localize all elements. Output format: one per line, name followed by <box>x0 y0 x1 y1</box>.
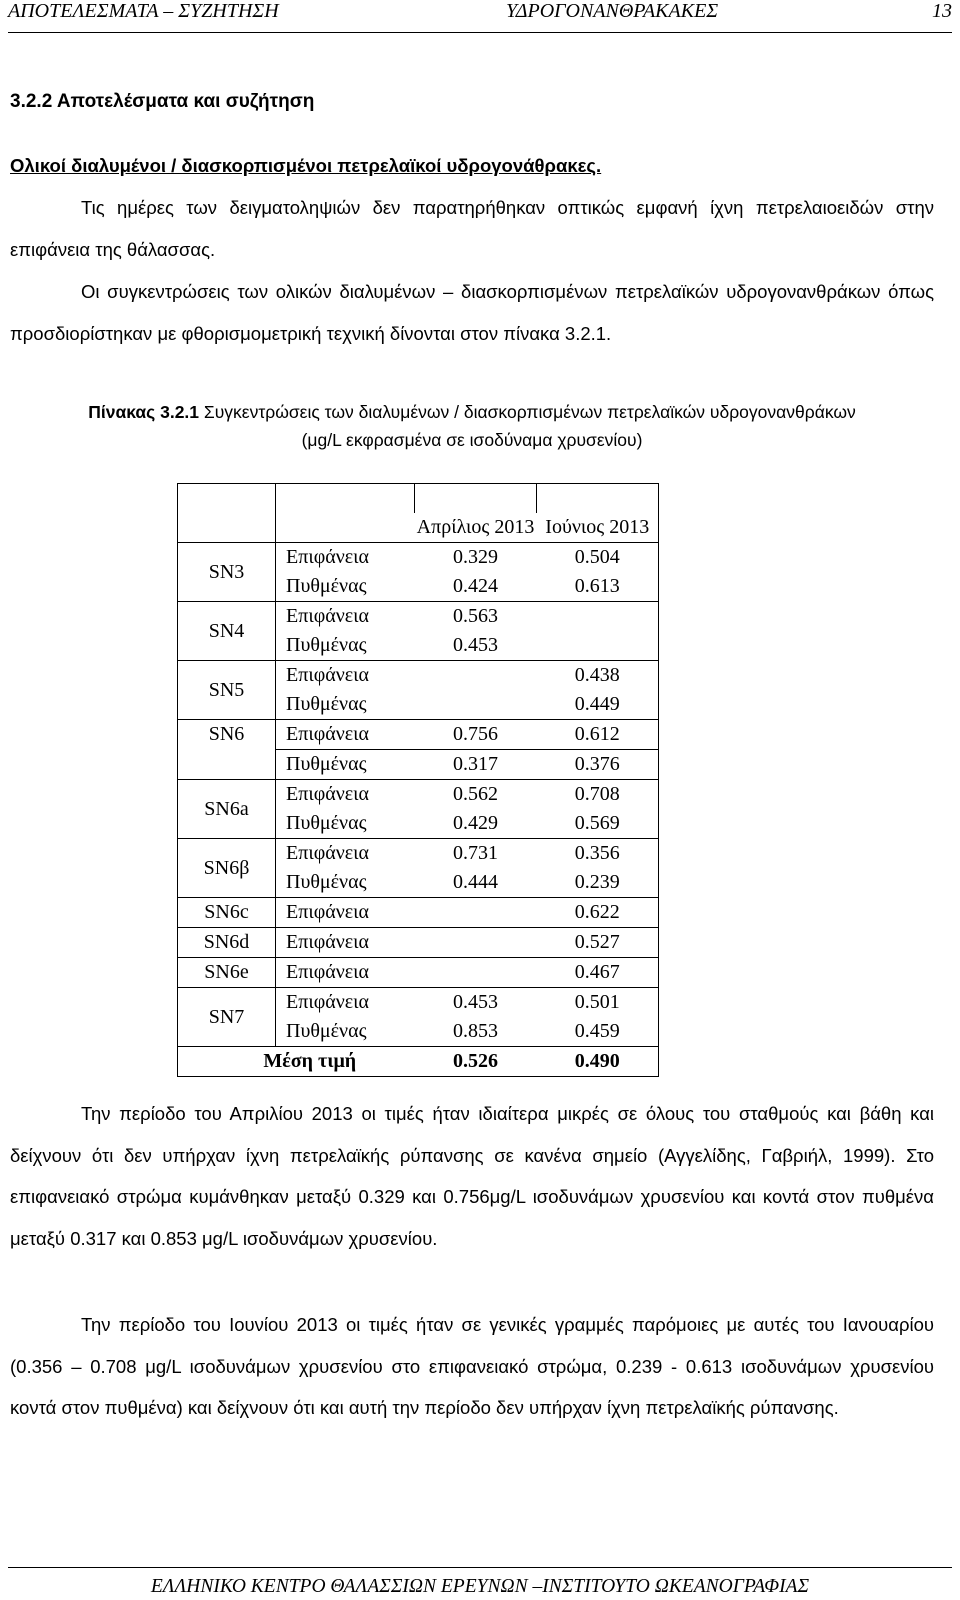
june-value: 0.504 <box>537 543 659 573</box>
concentration-table <box>177 483 659 1077</box>
table-row <box>178 780 659 810</box>
station-cell: SN5 <box>178 661 276 720</box>
april-value: 0.444 <box>453 871 498 893</box>
page-footer: ΕΛΛΗΝΙΚΟ ΚΕΝΤΡΟ ΘΑΛΑΣΣΙΩΝ ΕΡΕΥΝΩΝ –ΙΝΣΤΙΤΟΥΤΟ ΩΚΕΑΝΟΓΡΑΦΙΑΣ <box>8 1567 952 1598</box>
station-cell: SN6e <box>178 958 276 988</box>
station-cell: SN6d <box>178 928 276 958</box>
april-value: 0.853 <box>453 1020 498 1042</box>
april-value: 0.317 <box>415 750 537 780</box>
col-header-june: Ιούνιος 2013 <box>537 513 659 543</box>
june-value: 0.501 <box>537 988 659 1018</box>
paragraph-june-discussion: Την περίοδο του Ιουνίου 2013 οι τιμές ήταν σε γενικές γραμμές παρόμοιες με αυτές του Ιανουαρίου (0.356 – 0.708 μg/L ισοδυνάμων χρυσενίου στο επιφανειακό στρώμα, 0.239 - 0.613 ισοδυνάμων χρυσενίου κοντά στον πυθμένα) και δείχνουν ότι και αυτή την περίοδο δεν υπήρχαν ίχνη πετρελαϊκής ρύπανσης. <box>10 1314 934 1418</box>
paragraph-method: Οι συγκεντρώσεις των ολικών διαλυμένων – διασκορπισμένων πετρελαϊκών υδρογονανθράκων όπως προσδιορίστηκαν με φθορισμομετρική τεχνική δίνονται στον πίνακα 3.2.1. <box>10 281 934 344</box>
june-value: 0.438 <box>537 661 659 691</box>
table-row <box>178 839 659 869</box>
april-value: 0.429 <box>453 812 498 834</box>
table-row <box>178 898 659 928</box>
june-value: 0.569 <box>537 809 659 839</box>
station-cell: SN3 <box>178 543 276 602</box>
station-cell: SN6 <box>178 720 276 750</box>
station-cell: SN7 <box>178 988 276 1047</box>
mean-april: 0.526 <box>415 1047 537 1077</box>
june-value: 0.612 <box>537 720 659 750</box>
depth-cell: Πυθμένας <box>276 572 415 602</box>
paragraph-april-discussion: Την περίοδο του Απριλίου 2013 οι τιμές ήταν ιδιαίτερα μικρές σε όλους του σταθμούς και βάθη και δείχνουν ότι δεν υπήρχαν ίχνη πετρελαϊκής ρύπανσης σε κανένα σημείο (Αγγελίδης, Γαβριήλ, 1999). Στο επιφανειακό στρώμα κυμάνθηκαν μεταξύ 0.329 και 0.756μg/L ισοδυνάμων χρυσενίου και κοντά στον πυθμένα μεταξύ 0.317 και 0.853 μg/L ισοδυνάμων χρυσενίου. <box>10 1103 934 1249</box>
table-row <box>178 661 659 691</box>
april-value: 0.329 <box>415 543 537 573</box>
april-value: 0.563 <box>415 602 537 632</box>
depth-cell: Πυθμένας <box>276 631 415 661</box>
depth-cell: Επιφάνεια <box>276 928 415 958</box>
june-value: 0.613 <box>537 572 659 602</box>
table-row <box>178 543 659 573</box>
april-value <box>415 898 537 928</box>
depth-cell: Επιφάνεια <box>276 602 415 632</box>
june-value: 0.459 <box>537 1017 659 1047</box>
header-section-title: ΑΠΟΤΕΛΕΣΜΑΤΑ – ΣΥΖΗΤΗΣΗ <box>8 0 279 22</box>
june-value: 0.467 <box>537 958 659 988</box>
page-header <box>8 0 952 33</box>
paragraph-observation: Τις ημέρες των δειγματοληψιών δεν παρατηρήθηκαν οπτικώς εμφανή ίχνη πετρελαιοειδών στην επιφάνεια της θάλασσας. <box>10 197 934 260</box>
depth-cell: Επιφάνεια <box>276 898 415 928</box>
table-row <box>178 602 659 632</box>
depth-cell: Πυθμένας <box>276 750 415 780</box>
depth-cell: Επιφάνεια <box>276 543 415 573</box>
table-row <box>178 720 659 750</box>
april-value: 0.453 <box>453 634 498 656</box>
april-value: 0.562 <box>415 780 537 810</box>
april-value: 0.731 <box>415 839 537 869</box>
depth-cell: Επιφάνεια <box>276 988 415 1018</box>
station-cell: SN6β <box>178 839 276 898</box>
depth-cell: Επιφάνεια <box>276 839 415 869</box>
table-row <box>178 928 659 958</box>
depth-cell: Πυθμένας <box>276 868 415 898</box>
june-value: 0.527 <box>537 928 659 958</box>
col-header-april: Απρίλιος 2013 <box>416 516 535 538</box>
april-value <box>415 690 537 720</box>
june-value: 0.449 <box>537 690 659 720</box>
april-value: 0.453 <box>415 988 537 1018</box>
table-row <box>178 958 659 988</box>
april-value <box>415 928 537 958</box>
april-value: 0.424 <box>453 575 498 597</box>
depth-cell: Πυθμένας <box>276 690 415 720</box>
table-caption-text: Συγκεντρώσεις των διαλυμένων / διασκορπισμένων πετρελαϊκών υδρογονανθράκων <box>199 402 856 422</box>
depth-cell: Πυθμένας <box>276 1017 415 1047</box>
station-cell-empty <box>178 750 276 780</box>
june-value: 0.376 <box>537 750 659 780</box>
april-value: 0.756 <box>415 720 537 750</box>
table-caption <box>10 398 934 454</box>
june-value: 0.356 <box>537 839 659 869</box>
table-caption-units: (μg/L εκφρασμένα σε ισοδύναμα χρυσενίου) <box>301 430 643 450</box>
page-number: 13 <box>932 0 952 22</box>
table-row <box>178 988 659 1018</box>
mean-june: 0.490 <box>537 1047 659 1077</box>
table-mean-row <box>178 1047 659 1077</box>
depth-cell: Πυθμένας <box>276 809 415 839</box>
table-header-blank-row <box>178 484 659 514</box>
table-row <box>178 750 659 780</box>
depth-cell: Επιφάνεια <box>276 780 415 810</box>
depth-cell: Επιφάνεια <box>276 958 415 988</box>
june-value <box>537 602 659 632</box>
april-value <box>415 661 537 691</box>
june-value: 0.239 <box>537 868 659 898</box>
section-heading: 3.2.2 Αποτελέσματα και συζήτηση <box>10 91 315 112</box>
station-cell: SN6a <box>178 780 276 839</box>
subsection-heading: Ολικοί διαλυμένοι / διασκορπισμένοι πετρελαϊκοί υδρογονάθρακες. <box>10 155 602 176</box>
station-cell: SN6c <box>178 898 276 928</box>
table-caption-label: Πίνακας 3.2.1 <box>88 402 200 422</box>
mean-label: Μέση τιμή <box>178 1047 415 1077</box>
june-value <box>537 631 659 661</box>
june-value: 0.622 <box>537 898 659 928</box>
station-cell: SN4 <box>178 602 276 661</box>
header-topic-title: ΥΔΡΟΓΟΝΑΝΘΡΑΚΑΚΕΣ <box>506 0 719 22</box>
depth-cell: Επιφάνεια <box>276 661 415 691</box>
depth-cell: Επιφάνεια <box>276 720 415 750</box>
june-value: 0.708 <box>537 780 659 810</box>
april-value <box>415 958 537 988</box>
